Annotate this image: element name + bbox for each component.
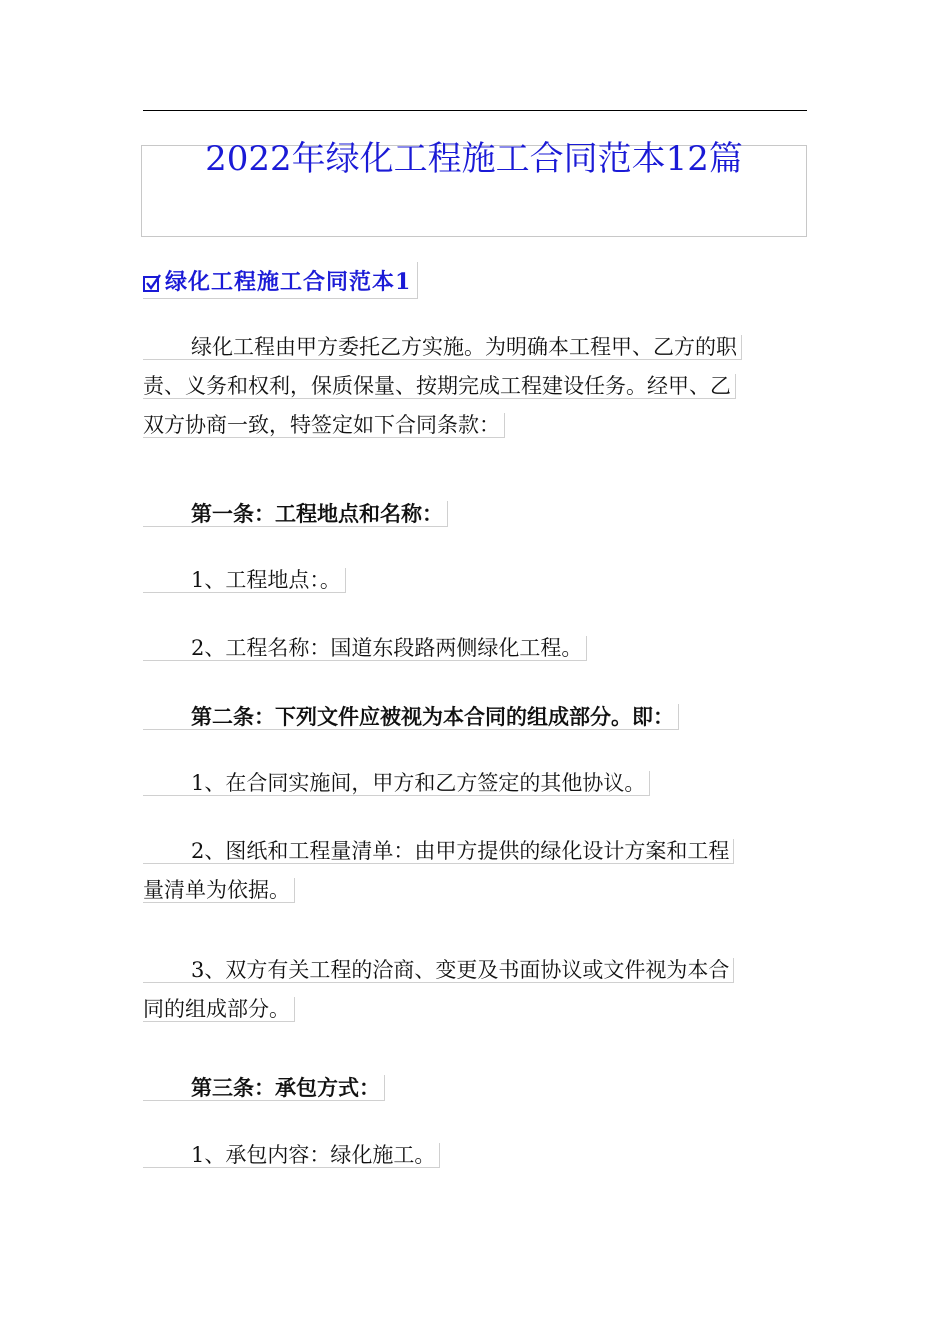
text-line: 第一条：工程地点和名称： [143,501,448,527]
text-line: 第三条：承包方式： [143,1075,385,1101]
text-line: 1、在合同实施间，甲方和乙方签定的其他协议。 [143,771,650,796]
text-line: 第二条：下列文件应被视为本合同的组成部分。即： [143,704,679,730]
article-heading [143,1068,385,1107]
checkbox-checked-icon [143,274,161,292]
section-heading-text: 绿化工程施工合同范本1 [165,268,412,295]
intro-paragraph [143,328,742,445]
text-line: 2、图纸和工程量清单：由甲方提供的绿化设计方案和工程 [143,839,734,864]
clause-paragraph [143,832,734,910]
article-heading [143,697,679,736]
text-line: 2、工程名称：国道东段路两侧绿化工程。 [143,636,587,661]
text-line: 1、工程地点：。 [143,568,346,593]
clause-paragraph [143,1136,440,1175]
clause-paragraph [143,561,346,600]
clause-paragraph [143,764,650,803]
text-line: 双方协商一致，特签定如下合同条款： [143,413,505,438]
clause-paragraph [143,629,587,668]
document-title: 2022年绿化工程施工合同范本12篇 [205,139,743,179]
text-line: 3、双方有关工程的洽商、变更及书面协议或文件视为本合 [143,958,734,983]
text-line: 绿化工程由甲方委托乙方实施。为明确本工程甲、乙方的职 [143,335,742,360]
section-heading [143,262,418,299]
top-rule [143,110,807,111]
text-line: 1、承包内容：绿化施工。 [143,1143,440,1168]
clause-paragraph [143,951,734,1029]
text-line: 同的组成部分。 [143,997,295,1022]
text-line: 量清单为依据。 [143,878,295,903]
text-line: 责、义务和权利，保质保量、按期完成工程建设任务。经甲、乙 [143,374,736,399]
article-heading [143,494,448,533]
